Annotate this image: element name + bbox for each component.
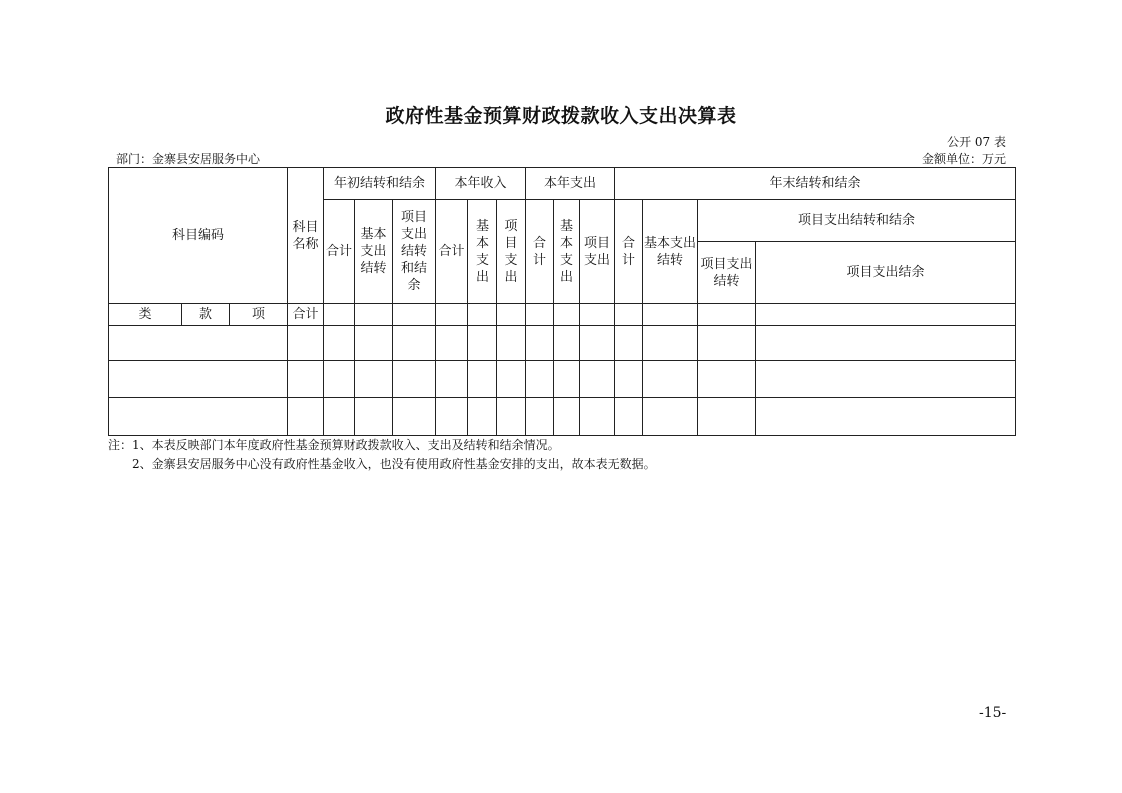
cell bbox=[756, 361, 1016, 398]
end-project-surplus-header: 项目支出结余 bbox=[756, 242, 1016, 304]
cell bbox=[468, 361, 497, 398]
expense-basic-header: 基本支出 bbox=[554, 200, 580, 304]
cell bbox=[324, 361, 355, 398]
cell bbox=[756, 326, 1016, 361]
cell bbox=[580, 304, 615, 326]
cell bbox=[526, 398, 554, 436]
cell bbox=[436, 304, 468, 326]
cell bbox=[393, 398, 436, 436]
cell bbox=[109, 361, 288, 398]
cell bbox=[393, 326, 436, 361]
expense-project-header: 项目支出 bbox=[580, 200, 615, 304]
cell bbox=[615, 326, 643, 361]
cell bbox=[355, 361, 393, 398]
department-label: 部门：金寨县安居服务中心 bbox=[116, 152, 261, 166]
begin-project-carry-header: 项目支出结转和结余 bbox=[393, 200, 436, 304]
cell bbox=[554, 361, 580, 398]
cell bbox=[698, 361, 756, 398]
report-title: 政府性基金预算财政拨款收入支出决算表 bbox=[385, 105, 737, 127]
cell bbox=[436, 326, 468, 361]
end-project-group: 项目支出结转和结余 bbox=[698, 200, 1016, 242]
cell bbox=[355, 326, 393, 361]
cell bbox=[615, 398, 643, 436]
kuan-header: 款 bbox=[182, 304, 230, 326]
subject-code-header: 科目编码 bbox=[109, 168, 288, 304]
lei-header: 类 bbox=[109, 304, 182, 326]
income-group: 本年收入 bbox=[436, 168, 526, 200]
cell bbox=[698, 304, 756, 326]
index-row bbox=[109, 304, 1016, 326]
cell bbox=[468, 304, 497, 326]
form-code: 公开 07 表 bbox=[947, 135, 1006, 149]
cell bbox=[288, 326, 324, 361]
cell bbox=[643, 361, 698, 398]
cell bbox=[580, 398, 615, 436]
cell bbox=[393, 361, 436, 398]
table-row bbox=[109, 361, 1016, 398]
income-basic-header: 基本支出 bbox=[468, 200, 497, 304]
end-balance-group: 年末结转和结余 bbox=[615, 168, 1016, 200]
cell bbox=[526, 361, 554, 398]
begin-total-header: 合计 bbox=[324, 200, 355, 304]
note-2: 2、金寨县安居服务中心没有政府性基金收入，也没有使用政府性基金安排的支出，故本表无数据。 bbox=[132, 457, 656, 471]
cell bbox=[468, 326, 497, 361]
cell bbox=[643, 326, 698, 361]
cell bbox=[355, 398, 393, 436]
cell bbox=[756, 304, 1016, 326]
cell bbox=[497, 398, 526, 436]
table-row bbox=[109, 398, 1016, 436]
cell bbox=[497, 361, 526, 398]
cell bbox=[554, 304, 580, 326]
cell bbox=[109, 398, 288, 436]
cell bbox=[324, 304, 355, 326]
income-total-header: 合计 bbox=[436, 200, 468, 304]
cell bbox=[526, 326, 554, 361]
cell bbox=[109, 326, 288, 361]
subject-name-header: 科目名称 bbox=[288, 168, 324, 304]
cell bbox=[756, 398, 1016, 436]
expense-group: 本年支出 bbox=[526, 168, 615, 200]
cell bbox=[554, 398, 580, 436]
amount-unit-label: 金额单位：万元 bbox=[921, 152, 1006, 166]
cell bbox=[615, 304, 643, 326]
cell bbox=[554, 326, 580, 361]
cell bbox=[355, 304, 393, 326]
income-project-header: 项目支出 bbox=[497, 200, 526, 304]
budget-table bbox=[108, 167, 1016, 436]
note-1: 注：1、本表反映部门本年度政府性基金预算财政拨款收入、支出及结转和结余情况。 bbox=[108, 438, 560, 452]
table-notes bbox=[108, 436, 656, 474]
cell bbox=[580, 361, 615, 398]
total-row-label: 合计 bbox=[288, 304, 324, 326]
header-row-1 bbox=[109, 168, 1016, 200]
cell bbox=[615, 361, 643, 398]
begin-balance-group: 年初结转和结余 bbox=[324, 168, 436, 200]
end-basic-carry-header: 基本支出结转 bbox=[643, 200, 698, 304]
cell bbox=[436, 361, 468, 398]
cell bbox=[497, 326, 526, 361]
begin-basic-carry-header: 基本支出结转 bbox=[355, 200, 393, 304]
page-number: -15- bbox=[979, 705, 1007, 721]
cell bbox=[436, 398, 468, 436]
cell bbox=[698, 398, 756, 436]
cell bbox=[288, 398, 324, 436]
expense-total-header: 合计 bbox=[526, 200, 554, 304]
cell bbox=[580, 326, 615, 361]
cell bbox=[288, 361, 324, 398]
cell bbox=[526, 304, 554, 326]
table-row bbox=[109, 326, 1016, 361]
cell bbox=[324, 398, 355, 436]
cell bbox=[698, 326, 756, 361]
cell bbox=[497, 304, 526, 326]
end-project-carry-header: 项目支出结转 bbox=[698, 242, 756, 304]
cell bbox=[324, 326, 355, 361]
xiang-header: 项 bbox=[230, 304, 288, 326]
cell bbox=[393, 304, 436, 326]
cell bbox=[468, 398, 497, 436]
cell bbox=[643, 304, 698, 326]
end-total-header: 合计 bbox=[615, 200, 643, 304]
cell bbox=[643, 398, 698, 436]
